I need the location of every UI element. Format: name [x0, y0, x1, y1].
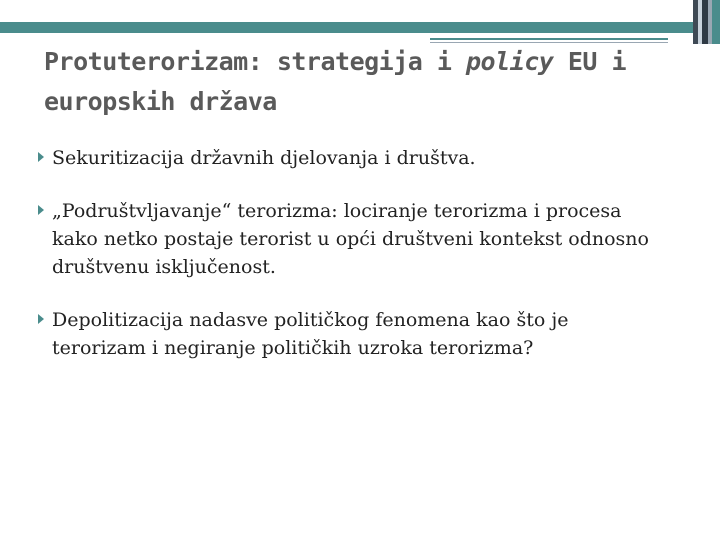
bullet-text: „Podruštvljavanje“ terorizma: lociranje terorizma i procesa kako netko postaje terorist u opći društveni kontekst odnosno društvenu isključenost. — [52, 200, 649, 278]
top-white-band — [0, 0, 693, 22]
bullet-arrow-icon — [38, 314, 44, 324]
slide-title — [44, 42, 684, 122]
bullet-text: Depolitizacija nadasve političkog fenomena kao što je terorizam i negiranje političkih uzroka terorizma? — [52, 309, 569, 359]
bullet-arrow-icon — [38, 152, 44, 162]
title-text-italic: policy — [466, 47, 554, 76]
bullet-arrow-icon — [38, 205, 44, 215]
title-text-start: Protuterorizam: strategija i — [44, 47, 466, 76]
top-teal-bar-left — [0, 22, 693, 33]
title-accent-line — [430, 38, 668, 40]
bullet-item — [38, 306, 658, 362]
bullet-item — [38, 144, 658, 172]
bullet-item — [38, 197, 658, 281]
bullet-text: Sekuritizacija državnih djelovanja i društva. — [52, 147, 476, 169]
slide-body — [38, 144, 658, 387]
corner-stripes-decoration — [693, 0, 720, 44]
title-text-end: EU i europskih država — [44, 47, 627, 116]
